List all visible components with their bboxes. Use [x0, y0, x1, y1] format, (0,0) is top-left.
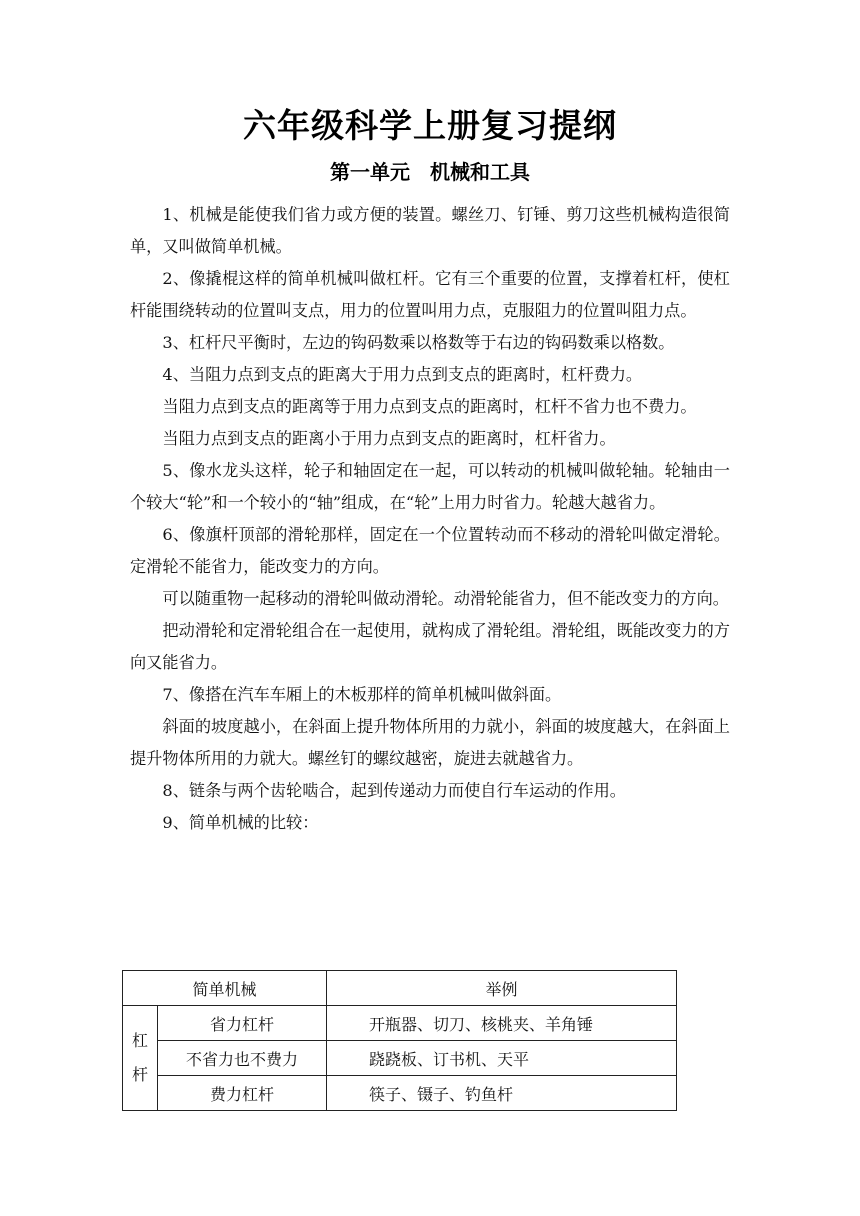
- paragraph: 3、杠杆尺平衡时，左边的钩码数乘以格数等于右边的钩码数乘以格数。: [162, 333, 675, 352]
- table-row: [123, 1041, 677, 1076]
- paragraph: 可以随重物一起移动的滑轮叫做动滑轮。动滑轮能省力，但不能改变力的方向。: [162, 589, 729, 608]
- paragraph: 2、像撬棍这样的简单机械叫做杠杆。它有三个重要的位置，支撑着杠杆，使杠杆能围绕转动的位置叫支点，用力的位置叫用力点，克服阻力的位置叫阻力点。: [130, 269, 730, 320]
- paragraph: 当阻力点到支点的距离小于用力点到支点的距离时，杠杆省力。: [162, 429, 616, 448]
- category-lever: [123, 1006, 158, 1111]
- paragraph: 5、像水龙头这样，轮子和轴固定在一起，可以转动的机械叫做轮轴。轮轴由一个较大“轮”和一个较小的“轴”组成，在“轮”上用力时省力。轮越大越省力。: [130, 461, 730, 512]
- lever-type: 省力杠杆: [158, 1006, 327, 1041]
- header-machine: 简单机械: [123, 971, 327, 1006]
- table-row: [123, 1076, 677, 1111]
- paragraph: 斜面的坡度越小，在斜面上提升物体所用的力就小，斜面的坡度越大，在斜面上提升物体所用的力就大。螺丝钉的螺纹越密，旋进去就越省力。: [130, 717, 730, 768]
- category-char: 杠: [131, 1031, 148, 1050]
- machine-comparison-table: [122, 970, 677, 1111]
- document-title: 六年级科学上册复习提纲: [243, 106, 617, 145]
- lever-type: 费力杠杆: [158, 1076, 327, 1111]
- unit-name: 机械和工具: [430, 160, 530, 184]
- lever-examples: 跷跷板、订书机、天平: [327, 1041, 677, 1076]
- header-example: 举例: [327, 971, 677, 1006]
- table-row: [123, 1006, 677, 1041]
- paragraph: 9、简单机械的比较：: [162, 813, 319, 832]
- table-header-row: [123, 971, 677, 1006]
- paragraph: 8、链条与两个齿轮啮合，起到传递动力而使自行车运动的作用。: [162, 781, 626, 800]
- paragraph: 1、机械是能使我们省力或方便的装置。螺丝刀、钉锤、剪刀这些机械构造很简单，又叫做简单机械。: [130, 205, 730, 256]
- paragraph: 7、像搭在汽车车厢上的木板那样的简单机械叫做斜面。: [162, 685, 562, 704]
- paragraph: 当阻力点到支点的距离等于用力点到支点的距离时，杠杆不省力也不费力。: [162, 397, 697, 416]
- body-text: [130, 199, 730, 839]
- paragraph: 把动滑轮和定滑轮组合在一起使用，就构成了滑轮组。滑轮组，既能改变力的方向又能省力。: [130, 621, 730, 672]
- unit-title: [0, 157, 860, 187]
- paragraph: 6、像旗杆顶部的滑轮那样，固定在一个位置转动而不移动的滑轮叫做定滑轮。定滑轮不能省力，能改变力的方向。: [130, 525, 730, 576]
- paragraph: 4、当阻力点到支点的距离大于用力点到支点的距离时，杠杆费力。: [162, 365, 643, 384]
- unit-number: 第一单元: [330, 160, 410, 184]
- lever-type: 不省力也不费力: [158, 1041, 327, 1076]
- lever-examples: 筷子、镊子、钓鱼杆: [327, 1076, 677, 1111]
- category-char: 杆: [131, 1065, 148, 1084]
- lever-examples: 开瓶器、切刀、核桃夹、羊角锤: [327, 1006, 677, 1041]
